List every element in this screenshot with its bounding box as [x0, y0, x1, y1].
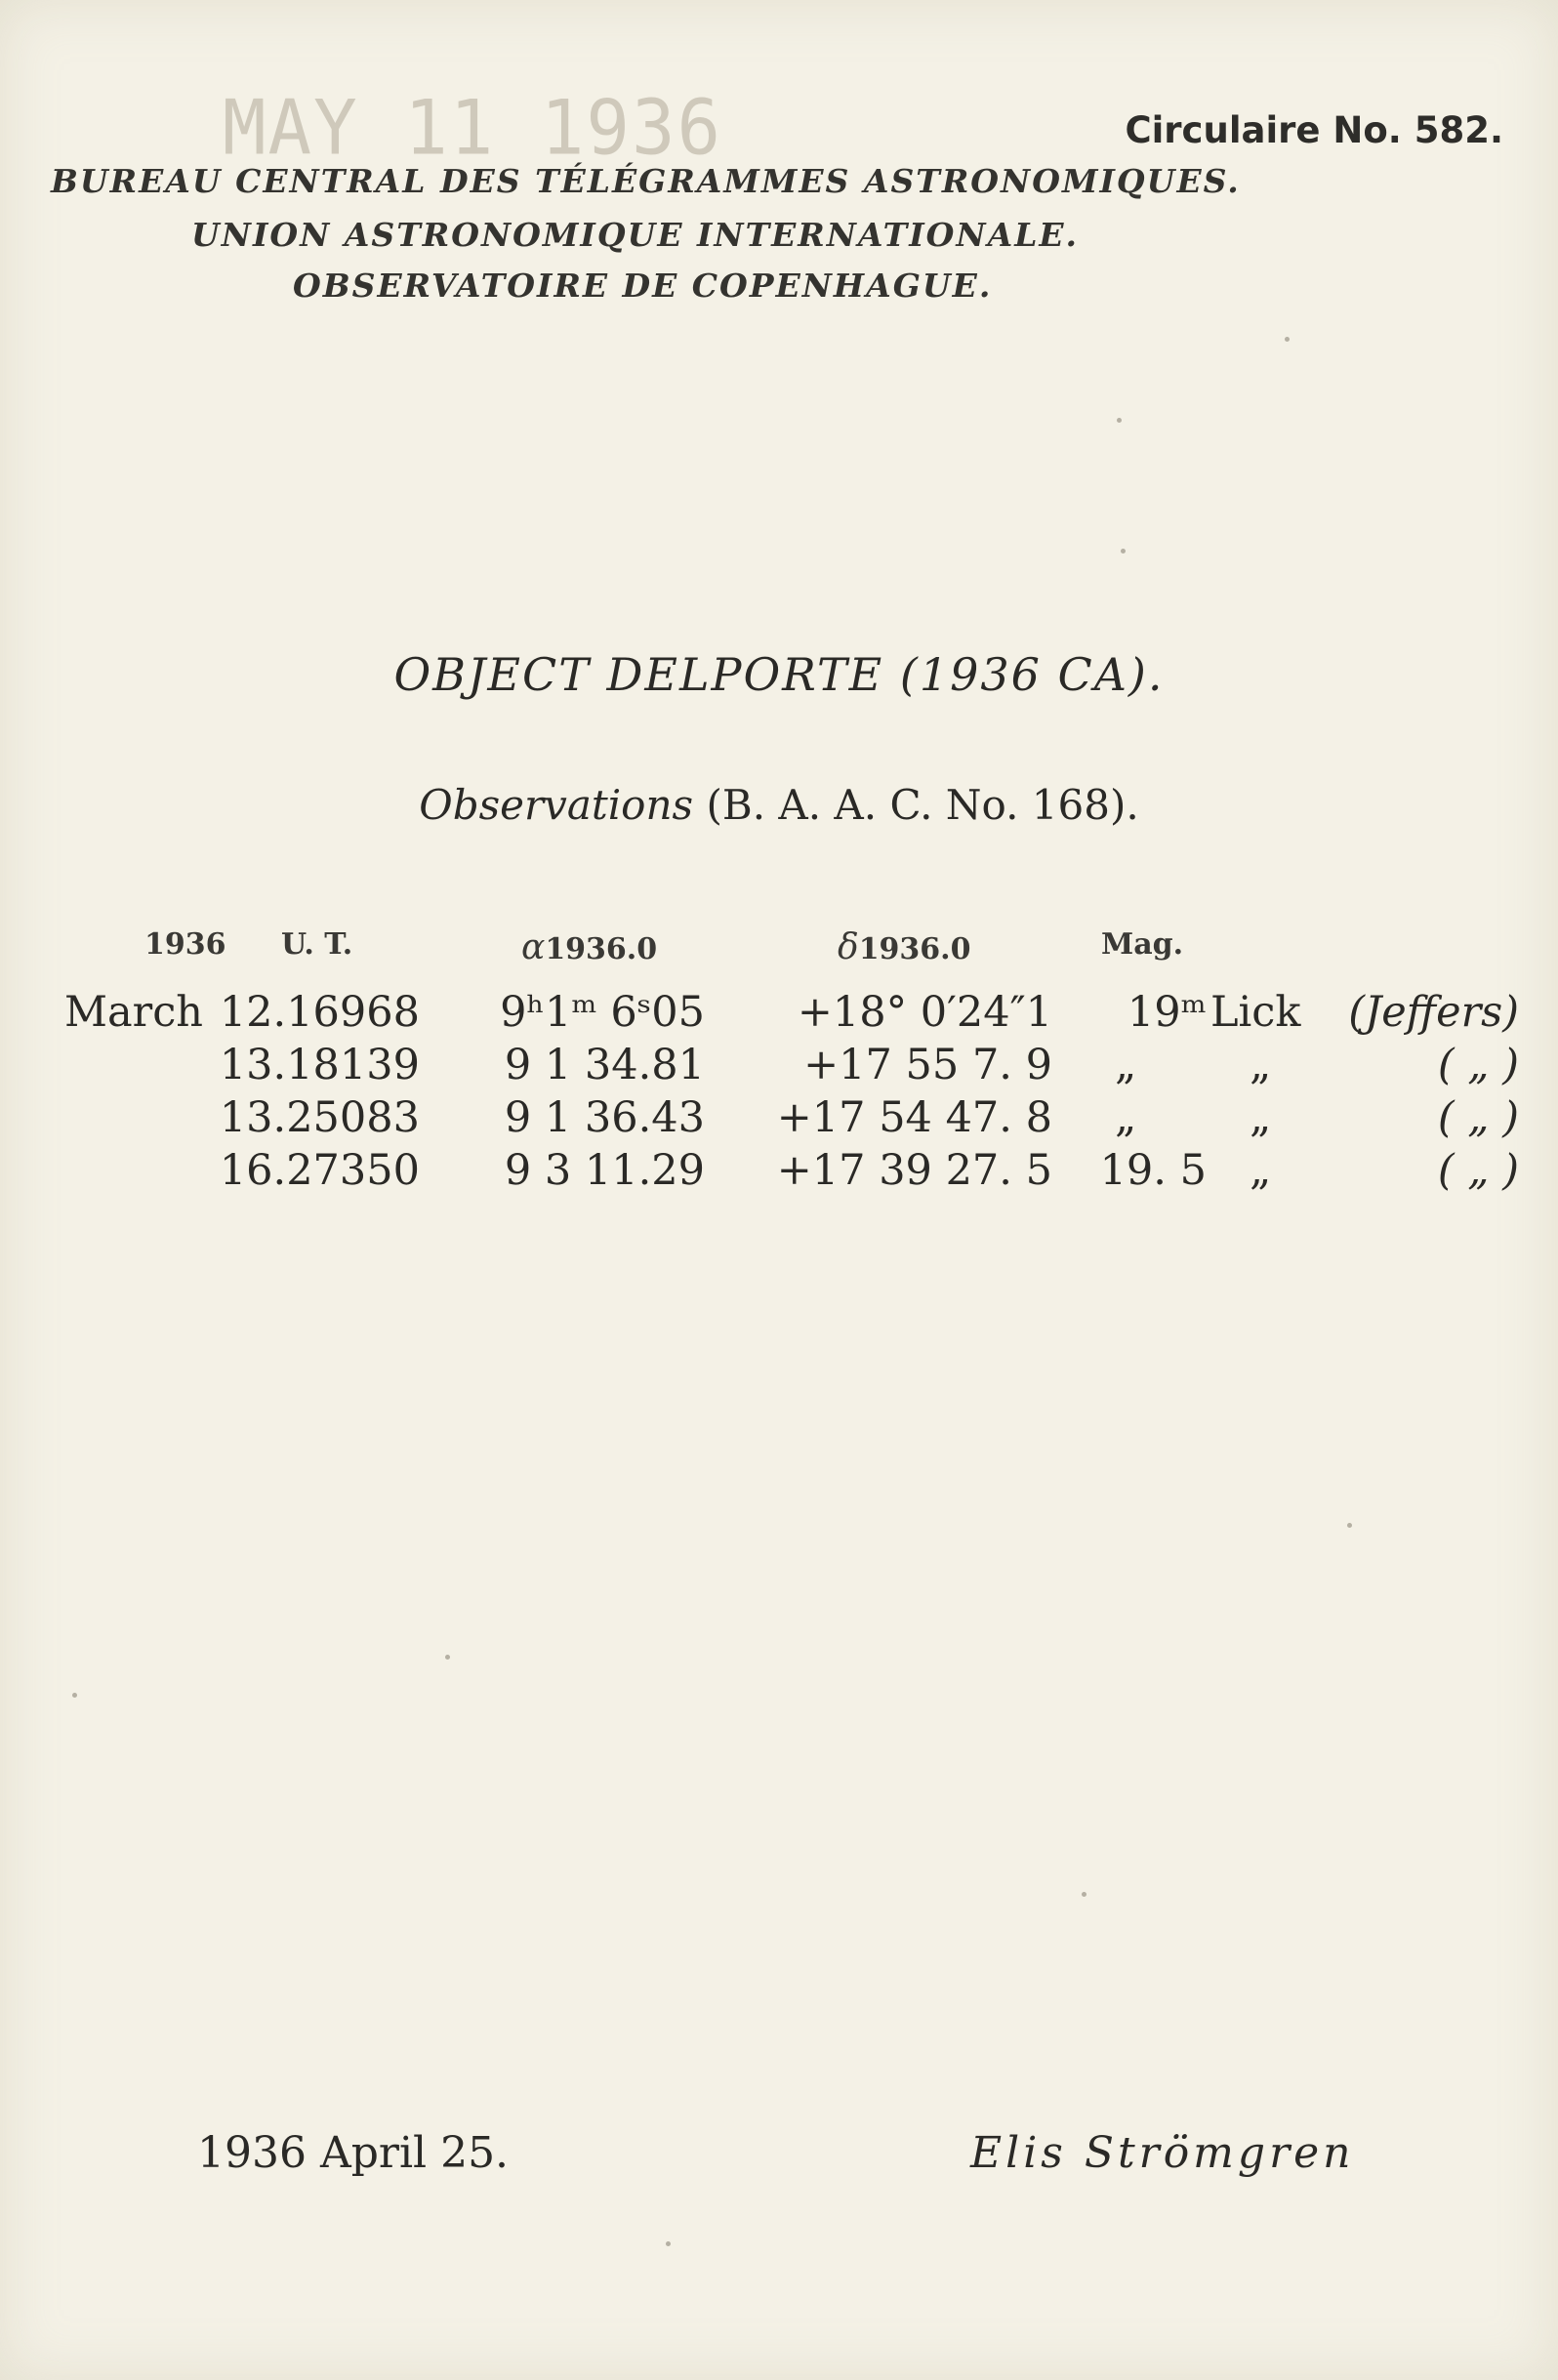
paper-speck — [1117, 418, 1122, 423]
delta-symbol: δ — [838, 927, 859, 967]
header-union: UNION ASTRONOMIQUE INTERNATIONALE. — [191, 216, 1080, 254]
row-2-observer: ( „ ) — [1437, 1093, 1519, 1142]
row-2-ut: 13.25083 — [219, 1093, 420, 1142]
row-0-observatory: Lick — [1210, 988, 1301, 1037]
paper-speck — [72, 1693, 77, 1698]
row-2-ra: 9 1 36.43 — [504, 1093, 705, 1142]
row-0-dec: +18° 0′24″1 — [797, 988, 1052, 1037]
col-year: 1936 — [144, 927, 226, 962]
row-0-ut: 12.16968 — [219, 988, 420, 1037]
row-3-mag: 19. 5 — [1099, 1146, 1207, 1195]
paper-speck — [1082, 1892, 1086, 1897]
row-1-dec: +17 55 7. 9 — [803, 1041, 1052, 1089]
row-1-mag: „ — [1115, 1041, 1137, 1089]
object-title: OBJECT DELPORTE (1936 CA). — [393, 648, 1165, 701]
col-declination — [838, 927, 971, 967]
row-1-ra: 9 1 34.81 — [504, 1041, 705, 1089]
subtitle-italic: Observations — [419, 781, 694, 829]
delta-epoch: 1936.0 — [858, 932, 971, 966]
header-observatory: OBSERVATOIRE DE COPENHAGUE. — [293, 267, 993, 305]
observations-subtitle — [0, 781, 1558, 829]
paper-speck — [1121, 549, 1126, 554]
row-1-ut: 13.18139 — [219, 1041, 420, 1089]
row-2-mag: „ — [1115, 1093, 1137, 1142]
received-date-stamp: MAY 11 1936 — [223, 83, 723, 173]
row-3-observatory: „ — [1250, 1146, 1272, 1195]
paper-speck — [666, 2241, 671, 2246]
paper-speck — [1285, 337, 1290, 342]
paper-speck — [1347, 1523, 1352, 1528]
row-3-dec: +17 39 27. 5 — [776, 1146, 1052, 1195]
signature: Elis Strömgren — [970, 2128, 1355, 2178]
circular-number: Circulaire No. 582. — [1125, 109, 1503, 151]
row-2-dec: +17 54 47. 8 — [776, 1093, 1052, 1142]
col-right-ascension — [521, 927, 657, 967]
header-bureau: BUREAU CENTRAL DES TÉLÉGRAMMES ASTRONOMIQUES. — [51, 162, 1241, 200]
row-0-ra: 9ʰ1ᵐ 6ˢ05 — [500, 988, 705, 1037]
col-ut: U. T. — [281, 927, 353, 962]
row-2-observatory: „ — [1250, 1093, 1272, 1142]
alpha-epoch: 1936.0 — [545, 932, 658, 966]
col-magnitude: Mag. — [1101, 927, 1184, 962]
alpha-symbol: α — [521, 927, 546, 967]
issue-date: 1936 April 25. — [197, 2128, 510, 2178]
row-3-ut: 16.27350 — [219, 1146, 420, 1195]
row-3-observer: ( „ ) — [1437, 1146, 1519, 1195]
row-3-ra: 9 3 11.29 — [504, 1146, 705, 1195]
row-0-mag: 19ᵐ — [1127, 988, 1207, 1037]
row-0-month: March — [64, 988, 203, 1037]
subtitle-reference: (B. A. A. C. No. 168). — [706, 781, 1139, 829]
row-1-observer: ( „ ) — [1437, 1041, 1519, 1089]
row-1-observatory: „ — [1250, 1041, 1272, 1089]
row-0-observer: (Jeffers) — [1348, 988, 1519, 1037]
paper-speck — [445, 1655, 450, 1660]
